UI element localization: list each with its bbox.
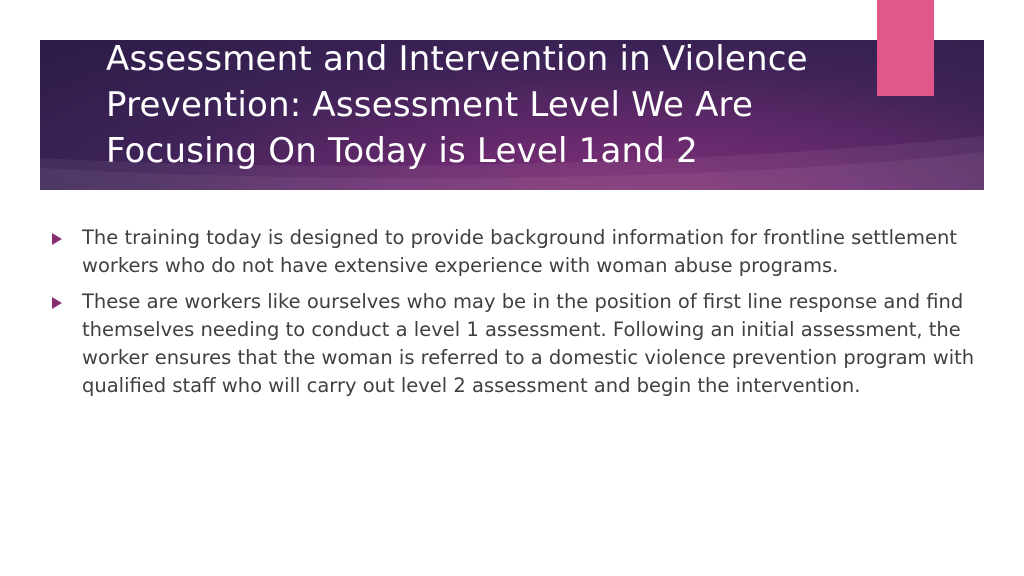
bullet-list xyxy=(52,224,982,408)
slide-title: Assessment and Intervention in Violence Prevention: Assessment Level We Are Focusing On Today is Level 1and 2 xyxy=(106,39,808,171)
bullet-text: These are workers like ourselves who may be in the position of first line response and find themselves needing to conduct a level 1 assessment. Following an initial assessment, the worker ensures that the woman is referred to a domestic violence prevention program with qualified staff who will carry out level 2 assessment and begin the intervention. xyxy=(82,290,975,397)
bullet-item xyxy=(52,224,982,280)
bullet-text: The training today is designed to provide background information for frontline settlement workers who do not have extensive experience with woman abuse programs. xyxy=(82,226,958,277)
bullet-item xyxy=(52,288,982,400)
accent-tab xyxy=(877,0,934,96)
triangle-bullet-icon xyxy=(52,233,62,245)
triangle-bullet-icon xyxy=(52,297,62,309)
